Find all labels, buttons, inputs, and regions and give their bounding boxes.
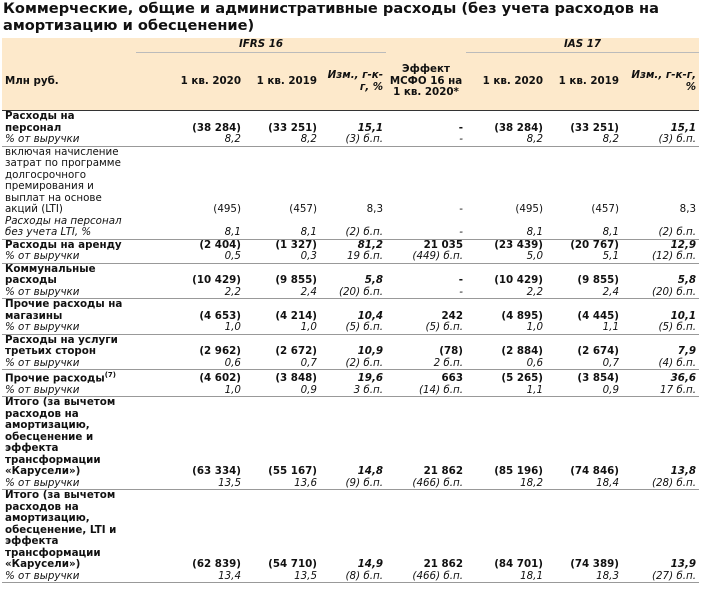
table-row (2, 370, 699, 385)
cell-value: 19,6 (357, 372, 384, 385)
cell-value: - (458, 121, 464, 134)
row-label-text: Прочие расходы (5, 372, 105, 385)
cell-value: (4 653) (199, 309, 241, 322)
cell-value: (14) б.п. (386, 385, 466, 397)
cell-value: 13,5 (244, 571, 320, 583)
row-label (2, 571, 136, 583)
row-label-text: Итого (за вычетом расходов на амортизацию, обесценение и эффекта трансформации «Карусели») (5, 396, 116, 478)
row-label (2, 146, 136, 216)
cell-value: 7,9 (677, 345, 697, 357)
table-row (2, 111, 699, 135)
cell-value: 2 б.п. (386, 358, 466, 370)
cell-value: 5,0 (466, 251, 546, 263)
row-label-text: % от выручки (5, 321, 80, 333)
cell-value: (5) б.п. (386, 322, 466, 334)
cell-value: (33 251) (570, 121, 620, 134)
cell-value: (2) б.п. (320, 358, 386, 370)
row-label-text: Коммунальные расходы (5, 262, 96, 286)
cell-value: (20 767) (570, 238, 620, 251)
row-label (2, 358, 136, 370)
cell-value: (466) б.п. (386, 478, 466, 490)
row-label (2, 111, 136, 135)
group-ifrs16: IFRS 16 (136, 38, 386, 53)
cell-value: (84 701) (494, 558, 544, 571)
expenses-table (2, 38, 699, 583)
cell-value: (4 602) (199, 372, 241, 385)
footnote-marker: (7) (104, 371, 116, 379)
cell-value: (3 854) (577, 372, 620, 385)
cell-value: 14,9 (357, 558, 384, 571)
cell-value: 13,8 (670, 465, 697, 478)
cell-value: - (459, 203, 464, 215)
cell-value: (457) (289, 203, 317, 215)
table-row (2, 478, 699, 490)
cell-value: 663 (441, 372, 464, 385)
cell-value: (33 251) (268, 121, 317, 134)
cell-value: 17 б.п. (622, 385, 699, 397)
cell-value: (9 855) (577, 274, 620, 286)
cell-value: (20) б.п. (622, 287, 699, 299)
cell-value: (2 962) (199, 345, 241, 357)
row-label-text: % от выручки (5, 356, 80, 369)
col-header-ias-q1-2020: 1 кв. 2020 (466, 53, 546, 111)
cell-value: (38 284) (494, 121, 544, 134)
row-label-text: % от выручки (5, 569, 80, 582)
cell-value: (5 265) (501, 372, 544, 385)
table-row (2, 334, 699, 358)
cell-value: (5) б.п. (320, 322, 386, 334)
cell-value: (495) (213, 203, 241, 215)
row-label (2, 299, 136, 323)
cell-value: 18,3 (546, 571, 622, 583)
cell-value: 81,2 (357, 238, 384, 251)
page-title: Коммерческие, общие и административные расходы (без учета расходов на амортизацию и обесценение) (3, 0, 659, 34)
cell-value: 0,7 (244, 358, 320, 370)
cell-value: 15,1 (670, 121, 697, 134)
cell-value: (54 710) (268, 558, 317, 571)
cell-value: 21 035 (423, 238, 464, 251)
cell-value: 0,6 (136, 358, 244, 370)
cell-value: 1,0 (466, 322, 546, 334)
cell-value: 0,7 (546, 358, 622, 370)
table-row (2, 251, 699, 263)
cell-value: 8,3 (366, 203, 384, 215)
cell-value: 2,4 (546, 287, 622, 299)
row-label (2, 251, 136, 263)
cell-value: (449) б.п. (386, 251, 466, 263)
cell-value: 0,9 (546, 385, 622, 397)
cell-value: 1,0 (136, 322, 244, 334)
row-label (2, 490, 136, 571)
row-label-text: % от выручки (5, 476, 80, 489)
cell-value: (5) б.п. (622, 322, 699, 334)
cell-value: (78) (439, 345, 464, 357)
cell-value: 21 862 (423, 465, 464, 478)
group-ias17: IAS 17 (466, 38, 699, 53)
cell-value: (8) б.п. (320, 571, 386, 583)
row-label-text: % от выручки (5, 133, 80, 145)
row-label (2, 478, 136, 490)
cell-value: (2) б.п. (622, 216, 699, 240)
cell-value: 36,6 (670, 372, 697, 385)
cell-value: (85 196) (494, 465, 544, 478)
cell-value: (10 429) (192, 274, 241, 286)
table-row (2, 134, 699, 146)
cell-value: 21 862 (423, 558, 464, 571)
row-label-text: Расходы на персонал (5, 110, 75, 134)
cell-value: 8,2 (136, 134, 244, 146)
cell-value: (20) б.п. (320, 287, 386, 299)
row-label (2, 263, 136, 287)
row-label (2, 287, 136, 299)
cell-value: 8,2 (244, 134, 320, 146)
cell-value: 8,1 (136, 216, 244, 240)
cell-value: (1 327) (275, 238, 317, 251)
row-label (2, 334, 136, 358)
cell-value: 2,2 (136, 287, 244, 299)
cell-value: 1,1 (546, 322, 622, 334)
col-header-q1-2019: 1 кв. 2019 (244, 53, 320, 111)
cell-value: 8,3 (679, 203, 697, 215)
expenses-table-container (2, 38, 699, 583)
cell-value: (4 895) (501, 309, 544, 322)
cell-value: (10 429) (494, 274, 544, 286)
table-row (2, 571, 699, 583)
row-label-text: Итого (за вычетом расходов на амортизацию, обесценение, LTI и эффекта трансформации «Карусели») (5, 489, 117, 571)
cell-value: (23 439) (494, 238, 544, 251)
row-label (2, 134, 136, 146)
cell-value: (2 404) (199, 238, 241, 251)
table-row (2, 287, 699, 299)
cell-value: (4) б.п. (622, 358, 699, 370)
col-header-ias-q1-2019: 1 кв. 2019 (546, 53, 622, 111)
row-label (2, 385, 136, 397)
col-header-label: Млн руб. (2, 53, 136, 111)
table-row (2, 146, 699, 216)
row-label-text: Расходы на персонал без учета LTI, % (5, 214, 122, 238)
cell-value: (457) (591, 203, 620, 215)
cell-value: 2,2 (466, 287, 546, 299)
cell-value: 0,9 (244, 385, 320, 397)
cell-value: - (386, 134, 466, 146)
cell-value: 18,2 (466, 478, 546, 490)
cell-value: 19 б.п. (320, 251, 386, 263)
cell-value: 1,1 (466, 385, 546, 397)
cell-value: 2,4 (244, 287, 320, 299)
table-row (2, 263, 699, 287)
table-row (2, 385, 699, 397)
col-header-ias-change: Изм., г-к-г, % (622, 53, 699, 111)
cell-value: 10,1 (670, 309, 697, 322)
cell-value: 0,3 (244, 251, 320, 263)
cell-value: 0,6 (466, 358, 546, 370)
row-label (2, 322, 136, 334)
cell-value: (12) б.п. (622, 251, 699, 263)
col-header-q1-2020: 1 кв. 2020 (136, 53, 244, 111)
table-row (2, 299, 699, 323)
cell-value: 13,6 (244, 478, 320, 490)
table-row (2, 490, 699, 571)
cell-value: 8,2 (466, 134, 546, 146)
table-row (2, 322, 699, 334)
row-label (2, 216, 136, 240)
cell-value: (74 846) (570, 465, 620, 478)
cell-value: - (386, 216, 466, 240)
cell-value: (2) б.п. (320, 216, 386, 240)
cell-value: (495) (515, 203, 544, 215)
cell-value: 10,9 (357, 345, 384, 357)
cell-value: (3) б.п. (622, 134, 699, 146)
cell-value: 0,5 (136, 251, 244, 263)
cell-value: 13,9 (670, 558, 697, 571)
row-label-text: Расходы на услуги третьих сторон (5, 333, 118, 357)
cell-value: (27) б.п. (622, 571, 699, 583)
cell-value: (9) б.п. (320, 478, 386, 490)
cell-value: - (458, 274, 464, 286)
cell-value: 18,1 (466, 571, 546, 583)
cell-value: 3 б.п. (320, 385, 386, 397)
cell-value: 13,5 (136, 478, 244, 490)
column-header-row (2, 53, 699, 111)
cell-value: 12,9 (670, 238, 697, 251)
cell-value: 8,2 (546, 134, 622, 146)
cell-value: - (386, 287, 466, 299)
cell-value: (9 855) (275, 274, 317, 286)
table-row (2, 397, 699, 478)
cell-value: 10,4 (357, 309, 384, 322)
cell-value: 5,8 (364, 274, 384, 286)
cell-value: 13,4 (136, 571, 244, 583)
row-label (2, 370, 136, 385)
cell-value: 8,1 (244, 216, 320, 240)
cell-value: (28) б.п. (622, 478, 699, 490)
cell-value: 1,0 (244, 322, 320, 334)
col-header-ifrs16-effect: Эффект МСФО 16 на 1 кв. 2020* (386, 53, 466, 111)
cell-value: 18,4 (546, 478, 622, 490)
group-header-row (2, 38, 699, 53)
row-label-text: % от выручки (5, 250, 80, 262)
cell-value: 14,8 (357, 465, 384, 478)
cell-value: 8,1 (546, 216, 622, 240)
cell-value: (2 884) (501, 345, 544, 357)
cell-value: 5,8 (677, 274, 697, 286)
row-label-text: % от выручки (5, 285, 80, 298)
row-label (2, 397, 136, 478)
cell-value: 242 (441, 309, 464, 322)
table-row (2, 216, 699, 240)
cell-value: (74 389) (570, 558, 620, 571)
cell-value: (2 672) (275, 345, 317, 357)
cell-value: (3 848) (275, 372, 317, 385)
table-row (2, 358, 699, 370)
cell-value: (63 334) (192, 465, 241, 478)
cell-value: (4 214) (275, 309, 317, 322)
row-label-text: включая начисление затрат по программе долгосрочного премирования и выплат на основе акций (LTI) (5, 145, 121, 215)
cell-value: (4 445) (577, 309, 620, 322)
row-label-text: % от выручки (5, 383, 80, 396)
row-label-text: Прочие расходы на магазины (5, 298, 123, 322)
cell-value: (2 674) (577, 345, 620, 357)
cell-value: (62 839) (192, 558, 241, 571)
cell-value: (55 167) (268, 465, 317, 478)
row-label-text: Расходы на аренду (5, 238, 122, 251)
cell-value: 15,1 (357, 121, 384, 134)
cell-value: 1,0 (136, 385, 244, 397)
cell-value: (38 284) (192, 121, 241, 134)
cell-value: 8,1 (466, 216, 546, 240)
col-header-change: Изм., г-к-г, % (320, 53, 386, 111)
cell-value: (466) б.п. (386, 571, 466, 583)
cell-value: (3) б.п. (320, 134, 386, 146)
cell-value: 5,1 (546, 251, 622, 263)
table-body (2, 111, 699, 583)
